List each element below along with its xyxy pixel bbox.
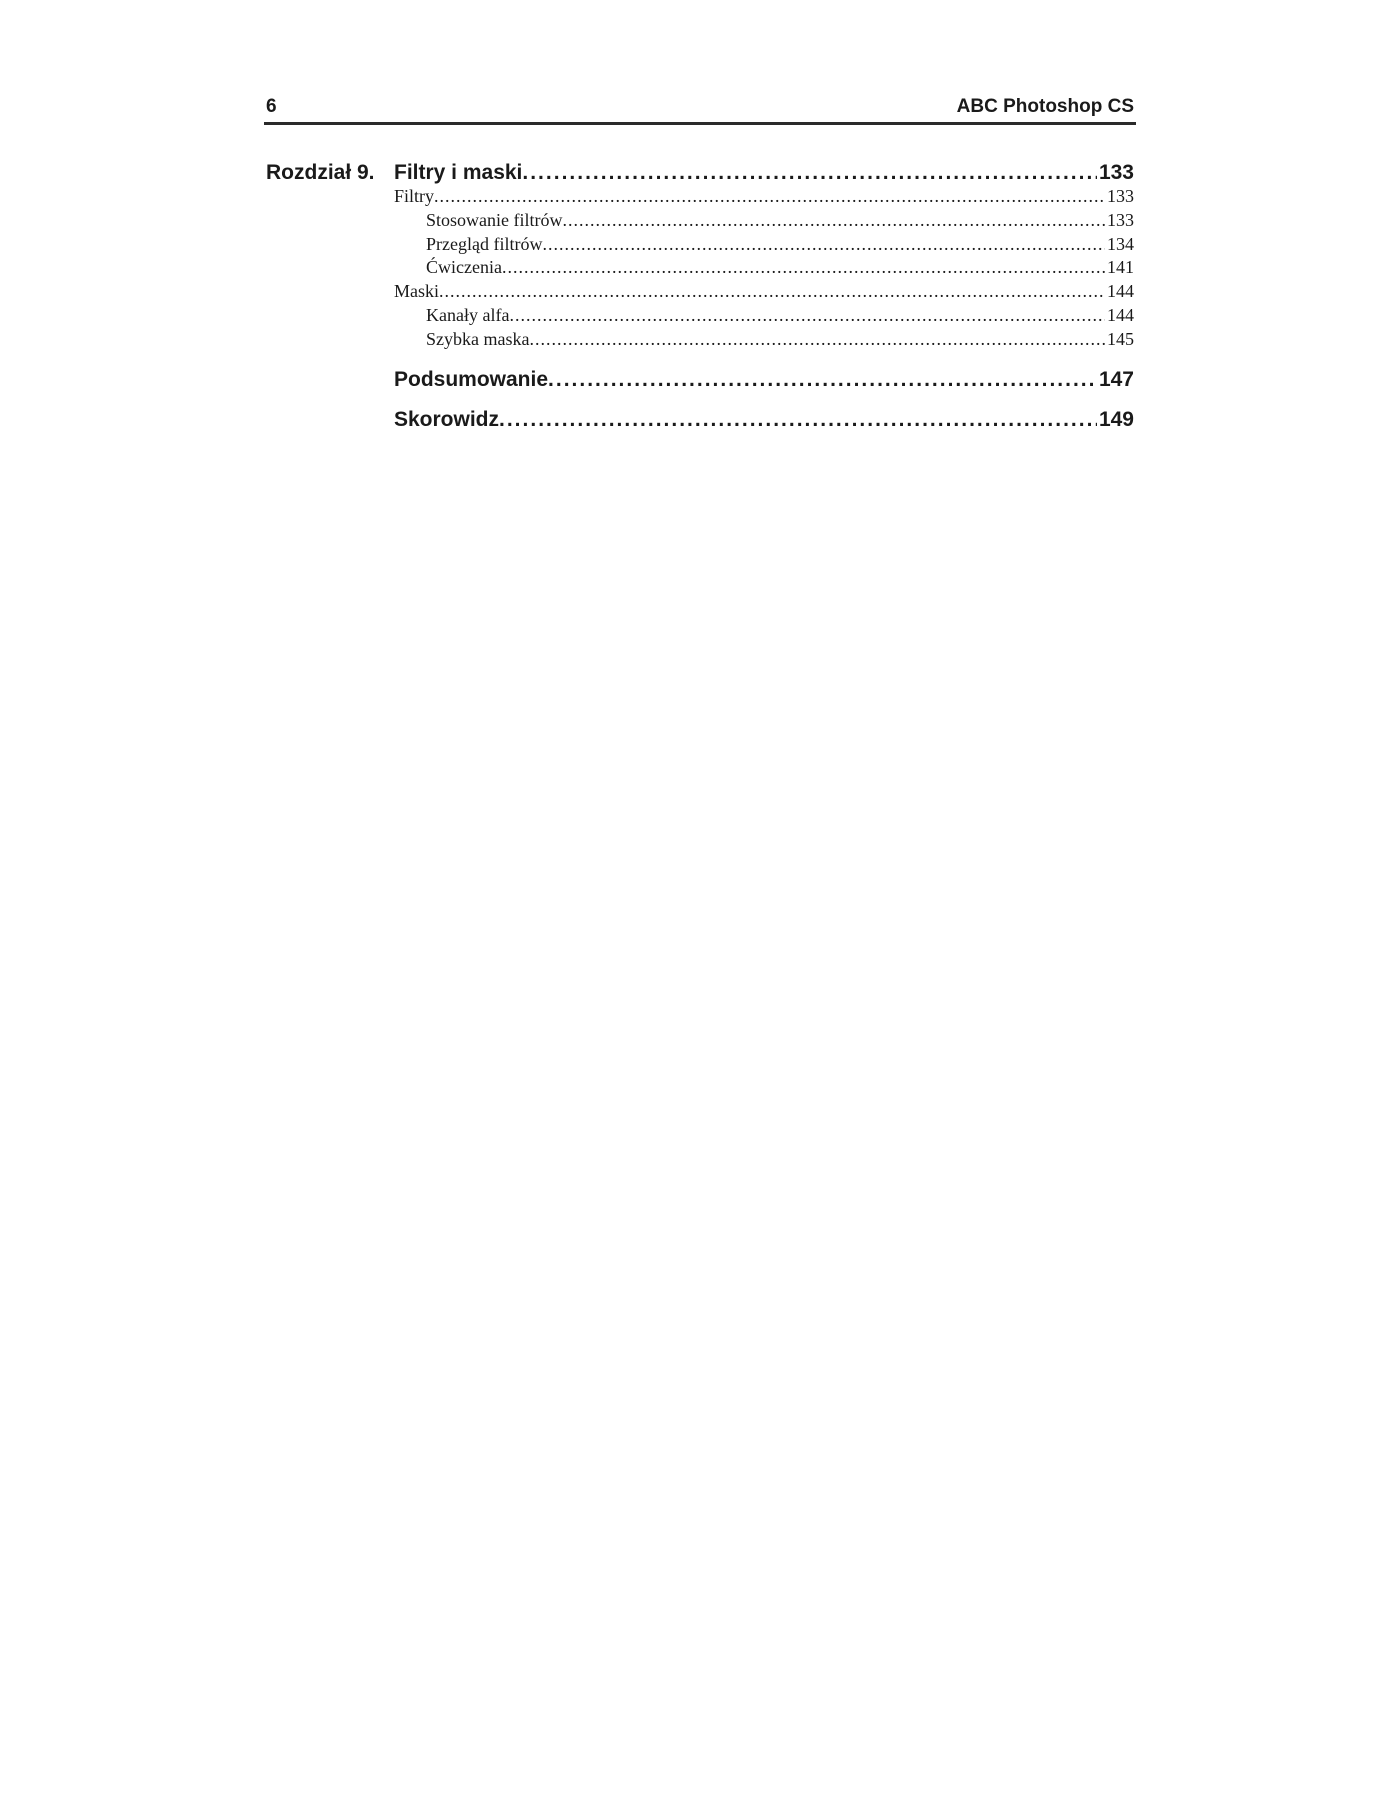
section-page: 134 (1107, 233, 1134, 254)
toc-entry[interactable] (394, 304, 1134, 328)
toc-entry-index[interactable] (394, 408, 1134, 432)
dot-leader (563, 209, 1106, 233)
page-content (264, 96, 1136, 432)
dot-leader (548, 368, 1097, 392)
running-header (264, 96, 1136, 125)
section-title: Przegląd filtrów (426, 233, 543, 254)
chapter-label: Rozdział 9. (266, 161, 375, 184)
summary-page: 147 (1098, 367, 1134, 391)
toc-chapter-9 (264, 161, 1136, 432)
index-page: 149 (1098, 407, 1134, 431)
dot-leader (522, 161, 1097, 185)
toc-entry-summary[interactable] (394, 368, 1134, 392)
chapter-page: 133 (1098, 161, 1134, 184)
toc-entry[interactable] (394, 256, 1134, 280)
table-of-contents (264, 161, 1136, 432)
book-title: ABC Photoshop CS (956, 96, 1134, 117)
toc-entry-chapter-title[interactable] (394, 161, 1134, 185)
section-page: 144 (1107, 304, 1134, 325)
section-page: 144 (1107, 281, 1134, 302)
dot-leader (509, 304, 1105, 328)
toc-entry[interactable] (394, 185, 1134, 209)
summary-title: Podsumowanie (394, 367, 549, 391)
toc-entry[interactable] (394, 328, 1134, 352)
index-title: Skorowidz (394, 407, 500, 431)
section-title: Stosowanie filtrów (426, 209, 563, 230)
section-page: 145 (1107, 328, 1134, 349)
page-number: 6 (266, 96, 277, 117)
dot-leader (529, 328, 1105, 352)
dot-leader (502, 256, 1105, 280)
section-page: 133 (1107, 186, 1134, 206)
dot-leader (542, 233, 1105, 257)
section-title: Maski (394, 281, 439, 302)
chapter-title: Filtry i maski (394, 161, 523, 184)
section-page: 141 (1107, 257, 1134, 278)
section-page: 133 (1107, 209, 1134, 230)
section-title: Szybka maska (426, 328, 530, 349)
section-title: Ćwiczenia (426, 257, 502, 278)
toc-entry[interactable] (394, 233, 1134, 257)
dot-leader (434, 185, 1105, 209)
toc-entry[interactable] (394, 280, 1134, 304)
section-title: Filtry (394, 186, 435, 206)
dot-leader (499, 408, 1097, 432)
chapter-entries (394, 161, 1134, 432)
dot-leader (439, 280, 1105, 304)
toc-entry[interactable] (394, 209, 1134, 233)
section-title: Kanały alfa (426, 304, 510, 325)
